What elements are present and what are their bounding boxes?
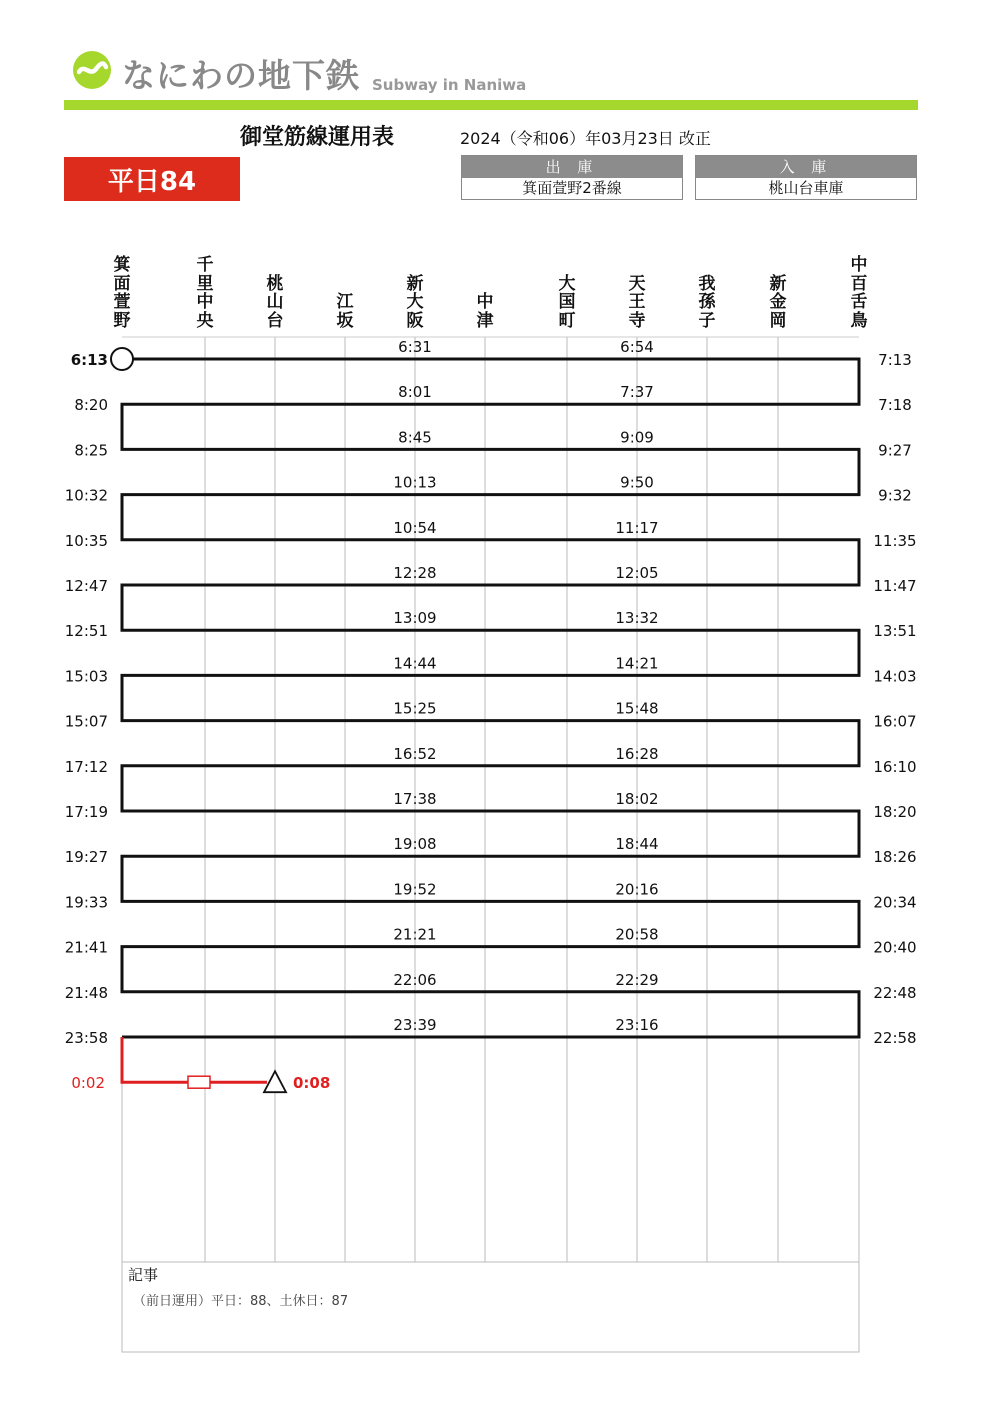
station-label: 箕面萱野 — [113, 255, 131, 331]
station-label: 江坂 — [336, 292, 354, 331]
tennoji-time-label: 22:29 — [615, 970, 659, 989]
depot-track-icon — [188, 1076, 210, 1088]
right-time-label: 18:26 — [873, 848, 917, 867]
left-time-label: 10:35 — [64, 531, 108, 550]
tennoji-time-label: 18:02 — [615, 790, 659, 808]
left-time-label: 12:47 — [64, 577, 108, 595]
station-label: 桃山台 — [266, 273, 284, 331]
tennoji-time-label: 7:37 — [620, 383, 654, 402]
left-time-label: 19:33 — [64, 893, 108, 912]
enter-label: 入 庫 — [696, 156, 916, 178]
shin-osaka-time-label: 22:06 — [393, 970, 437, 989]
operation-path — [122, 359, 859, 1037]
operation-badge: 平日84 — [64, 157, 240, 201]
tennoji-time-label: 18:44 — [615, 835, 659, 854]
right-time-label: 18:20 — [873, 803, 917, 821]
shin-osaka-time-label: 8:01 — [398, 383, 432, 402]
station-label: 大国町 — [558, 273, 576, 331]
right-time-label: 9:32 — [878, 486, 912, 505]
right-time-label: 16:07 — [873, 712, 917, 731]
right-time-label: 14:03 — [873, 667, 917, 686]
tennoji-time-label: 23:16 — [615, 1016, 659, 1034]
depart-value: 箕面萱野2番線 — [522, 179, 622, 197]
notes-text: （前日運用）平日：88、土休日：87 — [133, 1294, 349, 1309]
enter-value: 桃山台車庫 — [768, 179, 844, 197]
right-time-label: 9:27 — [878, 441, 912, 460]
tennoji-time-label: 13:32 — [615, 609, 659, 628]
shin-osaka-time-label: 10:54 — [393, 518, 437, 537]
shin-osaka-time-label: 10:13 — [393, 473, 437, 492]
tennoji-time-label: 15:48 — [615, 699, 659, 718]
station-label: 中百舌鳥 — [850, 255, 868, 331]
start-circle-icon — [111, 348, 133, 370]
shin-osaka-time-label: 14:44 — [393, 654, 437, 673]
shin-osaka-time-label: 6:31 — [398, 338, 432, 356]
end-triangle-icon — [264, 1071, 286, 1092]
final-arrive-time: 0:08 — [293, 1074, 331, 1093]
right-time-label: 22:48 — [873, 983, 917, 1002]
left-time-label: 21:41 — [64, 938, 108, 957]
shin-osaka-time-label: 16:52 — [393, 744, 437, 763]
shin-osaka-time-label: 23:39 — [393, 1016, 437, 1034]
right-time-label: 11:47 — [873, 577, 917, 595]
tennoji-time-label: 6:54 — [620, 338, 654, 356]
shin-osaka-time-label: 19:08 — [393, 835, 437, 854]
left-time-label: 15:03 — [64, 667, 108, 686]
depart-label: 出 庫 — [462, 156, 682, 178]
shin-osaka-time-label: 15:25 — [393, 699, 437, 718]
shin-osaka-time-label: 19:52 — [393, 880, 437, 899]
left-time-label: 17:12 — [64, 757, 108, 776]
left-time-label: 10:32 — [64, 486, 108, 505]
tennoji-time-label: 20:16 — [615, 880, 659, 899]
brand-name: なにわの地下鉄 — [122, 56, 360, 95]
shin-osaka-time-label: 8:45 — [398, 428, 432, 447]
left-time-label: 17:19 — [64, 803, 108, 821]
tennoji-time-label: 9:50 — [620, 473, 654, 492]
notes-label: 記事 — [128, 1266, 159, 1284]
tennoji-time-label: 12:05 — [615, 564, 659, 582]
station-label: 中津 — [476, 292, 494, 331]
final-leg-path — [122, 1037, 267, 1082]
station-label: 千里中央 — [196, 255, 214, 331]
page-title: 御堂筋線運用表 — [240, 125, 395, 150]
left-time-label: 21:48 — [64, 983, 108, 1002]
left-time-label: 8:20 — [74, 396, 108, 415]
shin-osaka-time-label: 13:09 — [393, 609, 437, 628]
right-time-label: 20:40 — [873, 938, 917, 957]
left-time-label: 19:27 — [64, 848, 108, 867]
tennoji-time-label: 16:28 — [615, 744, 659, 763]
right-time-label: 20:34 — [873, 893, 917, 912]
right-time-label: 16:10 — [873, 757, 917, 776]
left-time-label: 6:13 — [70, 351, 108, 369]
left-time-label: 8:25 — [74, 441, 108, 460]
right-time-label: 13:51 — [873, 622, 917, 641]
tennoji-time-label: 14:21 — [615, 654, 659, 673]
left-time-label: 23:58 — [64, 1029, 108, 1047]
station-label: 新大阪 — [406, 273, 424, 331]
right-time-label: 22:58 — [873, 1029, 917, 1047]
brand-subtitle: Subway in Naniwa — [372, 76, 527, 94]
final-depart-time: 0:02 — [71, 1074, 105, 1093]
tennoji-time-label: 9:09 — [620, 428, 654, 447]
station-label: 新金岡 — [769, 273, 787, 331]
left-time-label: 15:07 — [64, 712, 108, 731]
right-time-label: 7:18 — [878, 396, 912, 415]
station-label: 天王寺 — [628, 273, 646, 331]
tennoji-time-label: 20:58 — [615, 925, 659, 944]
shin-osaka-time-label: 17:38 — [393, 790, 437, 808]
right-time-label: 7:13 — [878, 351, 912, 369]
revision-date: 2024（令和06）年03月23日 改正 — [460, 129, 711, 148]
tennoji-time-label: 11:17 — [615, 518, 659, 537]
shin-osaka-time-label: 12:28 — [393, 564, 437, 582]
station-label: 我孫子 — [698, 273, 716, 331]
right-time-label: 11:35 — [873, 531, 917, 550]
left-time-label: 12:51 — [64, 622, 108, 641]
shin-osaka-time-label: 21:21 — [393, 925, 437, 944]
